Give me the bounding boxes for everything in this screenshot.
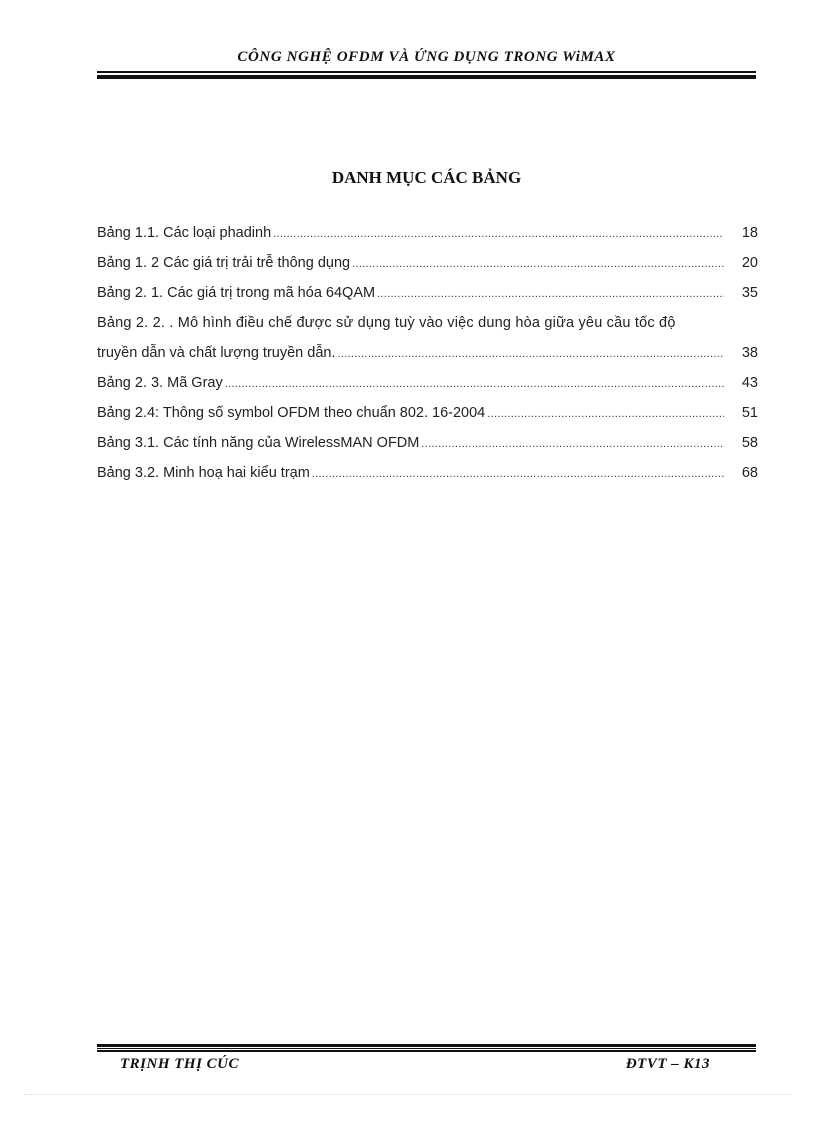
toc-entry[interactable] bbox=[97, 458, 758, 488]
toc-page-number: 68 bbox=[741, 465, 758, 481]
toc-page-number: 35 bbox=[741, 285, 758, 301]
toc-entry[interactable] bbox=[97, 428, 758, 458]
header-rule bbox=[97, 71, 756, 79]
table-list bbox=[97, 218, 758, 488]
toc-entry[interactable] bbox=[97, 278, 758, 308]
running-header: CÔNG NGHỆ OFDM VÀ ỨNG DỤNG TRONG WiMAX bbox=[237, 49, 616, 65]
toc-entry-text: Bảng 2. 3. Mã Gray bbox=[97, 375, 223, 391]
toc-entry-text: Bảng 3.1. Các tính năng của WirelessMAN OFDM bbox=[97, 435, 420, 451]
footer-class: ĐTVT – K13 bbox=[625, 1056, 710, 1072]
toc-leader bbox=[421, 429, 724, 459]
page-title: DANH MỤC CÁC BẢNG bbox=[331, 168, 522, 187]
toc-page-number: 43 bbox=[741, 375, 758, 391]
toc-entry-text: Bảng 2. 1. Các giá trị trong mã hóa 64QAM bbox=[97, 285, 376, 301]
toc-page-number: 58 bbox=[741, 435, 758, 451]
toc-page-number: 18 bbox=[741, 225, 758, 241]
toc-leader bbox=[273, 219, 724, 249]
toc-entry-text-line1: Bảng 2. 2. . Mô hình điều chế được sử dụng tuỳ vào việc dung hòa giữa yêu cầu tốc độ bbox=[97, 315, 676, 331]
toc-entry[interactable] bbox=[97, 308, 758, 368]
toc-leader bbox=[225, 369, 724, 399]
toc-leader bbox=[487, 399, 724, 429]
page-bottom-divider bbox=[24, 1094, 792, 1096]
toc-entry-text: Bảng 2.4: Thông số symbol OFDM theo chuẩn 802. 16-2004 bbox=[97, 405, 486, 421]
toc-page-number: 20 bbox=[741, 255, 758, 271]
toc-leader bbox=[312, 459, 724, 489]
footer-author: TRỊNH THỊ CÚC bbox=[120, 1056, 240, 1072]
toc-entry-text: Bảng 1.1. Các loại phadinh bbox=[97, 225, 272, 241]
toc-page-number: 38 bbox=[741, 345, 758, 361]
toc-entry-text: Bảng 3.2. Minh hoạ hai kiểu trạm bbox=[97, 465, 310, 481]
toc-leader bbox=[377, 279, 724, 309]
toc-leader bbox=[352, 249, 724, 279]
toc-entry[interactable] bbox=[97, 398, 758, 428]
toc-entry-text: truyền dẫn và chất lượng truyền dẫn. bbox=[97, 345, 336, 361]
toc-entry-text: Bảng 1. 2 Các giá trị trải trễ thông dụng bbox=[97, 255, 351, 271]
toc-page-number: 51 bbox=[741, 405, 758, 421]
toc-entry[interactable] bbox=[97, 248, 758, 278]
toc-leader bbox=[337, 339, 724, 369]
footer-rule bbox=[97, 1044, 756, 1052]
toc-entry[interactable] bbox=[97, 368, 758, 398]
toc-entry[interactable] bbox=[97, 218, 758, 248]
